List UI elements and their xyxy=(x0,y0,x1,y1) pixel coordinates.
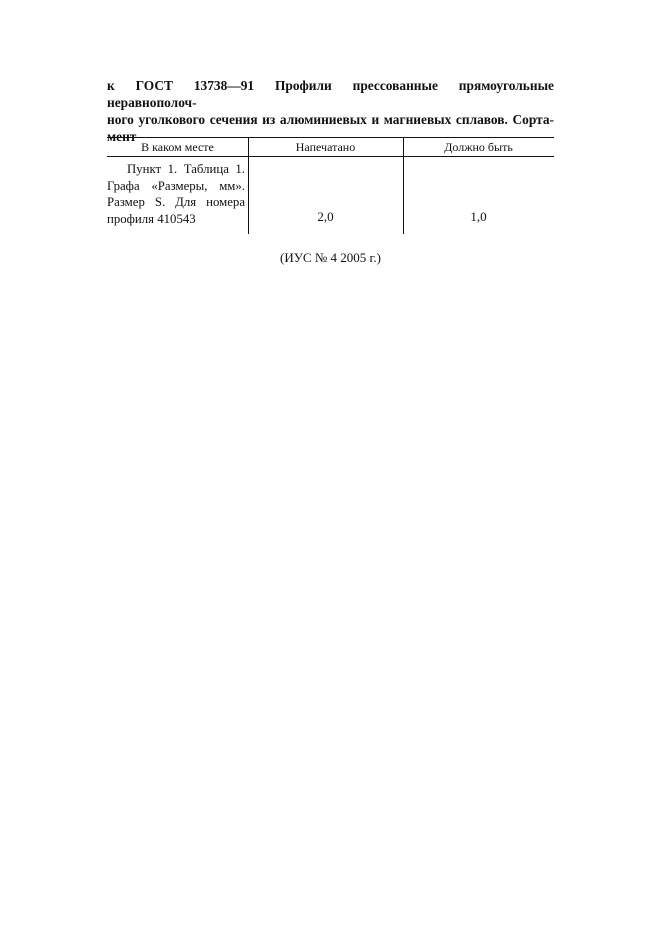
source-reference: (ИУС № 4 2005 г.) xyxy=(280,250,381,265)
heading-line: ного уголкового сечения из алюминиевых и магниевых сплавов. Сорта- xyxy=(107,112,554,127)
place-line: Размер S. Для номера xyxy=(107,195,245,209)
header-should-be: Должно быть xyxy=(444,140,513,154)
place-line: Пункт 1. Таблица 1. xyxy=(127,162,245,176)
should-be-value: 1,0 xyxy=(470,209,487,224)
header-printed: Напечатано xyxy=(295,140,356,154)
amendment-heading xyxy=(107,77,554,145)
printed-value: 2,0 xyxy=(317,209,334,224)
place-line: профиля 410543 xyxy=(107,211,196,226)
table-top-rule xyxy=(107,137,554,138)
correction-table xyxy=(107,137,554,234)
place-line: Графа «Размеры, мм». xyxy=(107,178,245,193)
header-place: В каком месте xyxy=(141,140,214,154)
table-header-rule xyxy=(107,156,554,157)
table-row-place xyxy=(107,161,245,227)
heading-line: мент xyxy=(107,129,137,144)
heading-line: к ГОСТ 13738—91 Профили прессованные прямоугольные неравнополоч- xyxy=(107,78,554,110)
